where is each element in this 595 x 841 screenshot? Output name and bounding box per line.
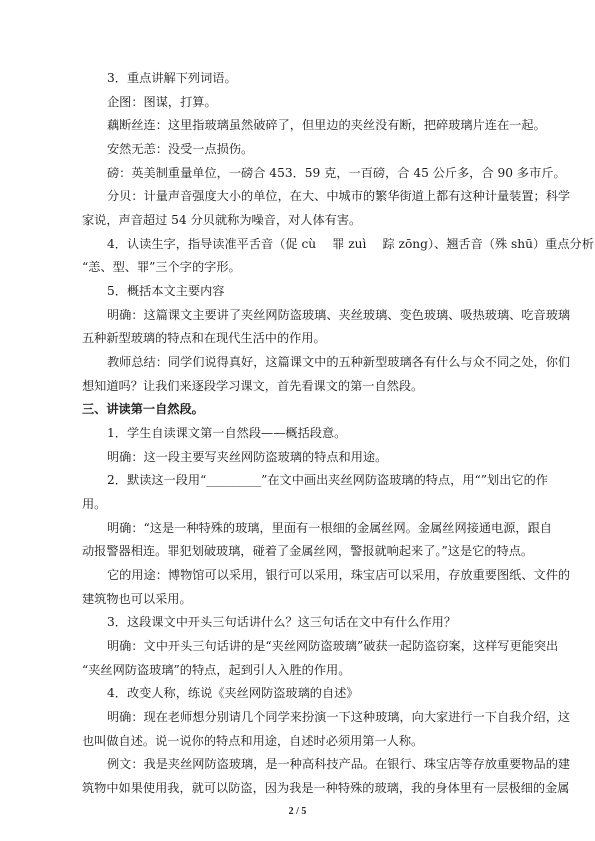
text-line: 筑物中如果使用我，就可以防盗，因为我是一种特殊的玻璃，我的身体里有一层极细的金属 <box>82 781 570 795</box>
text-line: 3．重点讲解下列词语。 <box>107 71 237 85</box>
text-line: 藕断丝连：这里指玻璃虽然破碎了，但里边的夹丝没有断，把碎玻璃片连在一起。 <box>107 118 546 133</box>
section-heading: 三、讲读第一自然段。 <box>82 402 204 417</box>
text-line: 3．这段课文中开头三句话讲什么？这三句话在文中有什么作用？ <box>107 615 457 630</box>
text-line: 建筑物也可以采用。 <box>82 591 192 606</box>
text-line: 五种新型玻璃的特点和在现代生活中的作用。 <box>82 331 326 346</box>
text-line: 明确：这一段主要写夹丝网防盗玻璃的特点和用途。 <box>107 449 388 464</box>
text-line: 想知道吗？让我们来逐段学习课文，首先看课文的第一自然段。 <box>82 378 424 393</box>
text-line: 也叫做自述。说一说你的特点和用途，自述时必须用第一人称。 <box>82 733 424 748</box>
text-line: 1．学生自读课文第一自然段——概括段意。 <box>107 426 347 440</box>
text-line: 2．默读这一段用“_________”在文中画出夹丝网防盗玻璃的特点，用“”划出它的作 <box>107 473 548 488</box>
text-line: “夹丝网防盗玻璃”的特点，起到引人入胜的作用。 <box>82 662 351 677</box>
text-line: 企图：图谋，打算。 <box>107 94 217 109</box>
text-line: 安然无恙：没受一点损伤。 <box>107 142 254 156</box>
text-line: 明确：“这是一种特殊的玻璃，里面有一根细的金属丝网。金属丝网接通电源，跟自 <box>107 520 552 535</box>
text-line: 4．改变人称，练说《夹丝网防盗玻璃的自述》 <box>107 686 359 701</box>
text-line: “恙、型、罪”三个字的字形。 <box>82 260 241 275</box>
text-line: 家说，声音超过 54 分贝就称为噪音，对人体有害。 <box>82 213 362 227</box>
text-line: 明确：现在老师想分别请几个同学来扮演一下这种玻璃，向大家进行一下自我介绍，这 <box>107 710 571 724</box>
text-line: 它的用途：博物馆可以采用，银行可以采用，珠宝店可以采用，存放重要图纸、文件的 <box>107 568 571 582</box>
text-line: 用。 <box>82 497 107 511</box>
text-line: 明确：文中开头三句话讲的是“夹丝网防盗玻璃”破获一起防盗窃案，这样写更能突出 <box>107 639 559 653</box>
text-line: 4．认读生字，指导读准平舌音（促 cù 罪 zuì 踪 zōng）、翘舌音（殊 shū）重点分析 <box>107 236 594 251</box>
text-line: 例文：我是夹丝网防盗玻璃，是一种高科技产品。在银行、珠宝店等存放重要物品的建 <box>107 757 571 772</box>
text-line: 分贝：计量声音强度大小的单位，在大、中城市的繁华街道上都有这种计量装置；科学 <box>107 189 571 204</box>
page-number: 2 / 5 <box>288 806 307 817</box>
text-line: 明确：这篇课文主要讲了夹丝网防盗玻璃、夹丝玻璃、变色玻璃、吸热玻璃、吃音玻璃 <box>107 307 571 322</box>
text-line: 5．概括本文主要内容 <box>107 284 225 298</box>
text-line: 教师总结：同学们说得真好，这篇课文中的五种新型玻璃各有什么与众不同之处，你们 <box>107 355 571 369</box>
text-line: 动报警器相连。罪犯划破玻璃，碰着了金属丝网，警报就响起来了。”这是它的特点。 <box>82 544 534 559</box>
text-line: 磅：英美制重量单位，一磅合 453．59 克，一百磅，合 45 公斤多，合 90 多市斤。 <box>107 165 566 180</box>
